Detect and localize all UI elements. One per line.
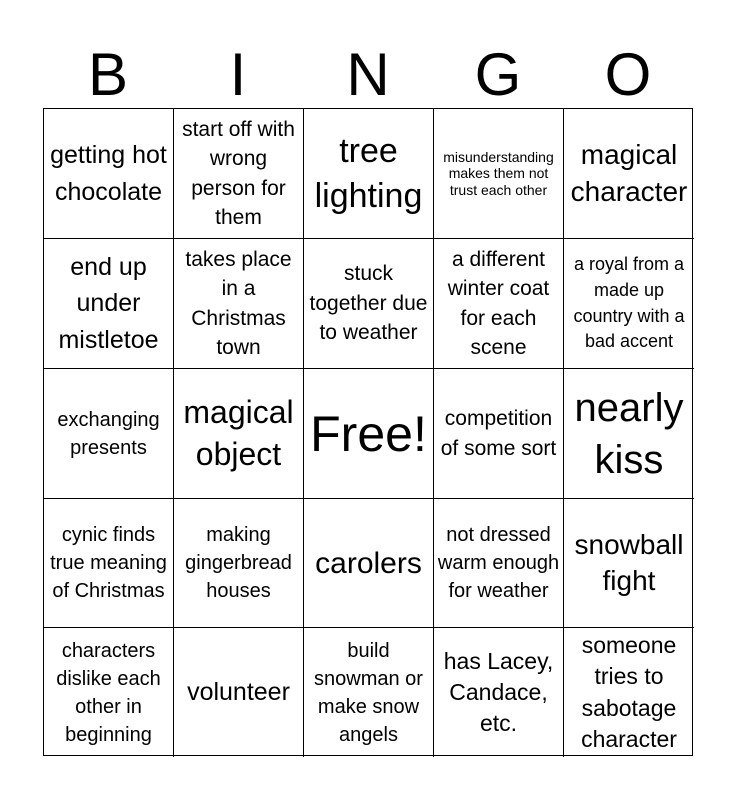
bingo-cell[interactable]: magical character <box>564 109 694 239</box>
bingo-board <box>43 108 693 756</box>
bingo-cell[interactable]: start off with wrong person for them <box>174 109 304 239</box>
bingo-cell[interactable]: not dressed warm enough for weather <box>434 499 564 628</box>
bingo-cell[interactable]: build snowman or make snow angels <box>304 628 434 757</box>
bingo-cell[interactable]: has Lacey, Candace, etc. <box>434 628 564 757</box>
bingo-cell[interactable]: tree lighting <box>304 109 434 239</box>
bingo-cell[interactable]: stuck together due to weather <box>304 239 434 369</box>
bingo-cell[interactable]: cynic finds true meaning of Christmas <box>44 499 174 628</box>
bingo-cell[interactable]: magical object <box>174 369 304 499</box>
bingo-cell[interactable]: competition of some sort <box>434 369 564 499</box>
bingo-cell[interactable]: getting hot chocolate <box>44 109 174 239</box>
bingo-cell[interactable]: end up under mistletoe <box>44 239 174 369</box>
bingo-cell[interactable]: a different winter coat for each scene <box>434 239 564 369</box>
bingo-header <box>43 38 693 108</box>
bingo-cell[interactable]: someone tries to sabotage character <box>581 632 677 752</box>
bingo-cell[interactable]: volunteer <box>174 628 304 757</box>
bingo-cell[interactable]: characters dislike each other in beginning <box>44 628 174 757</box>
bingo-cell[interactable]: snowball fight <box>564 499 694 628</box>
bingo-cell[interactable]: exchanging presents <box>44 369 174 499</box>
bingo-cell[interactable]: takes place in a Christmas town <box>174 239 304 369</box>
free-space[interactable]: Free! <box>304 369 434 499</box>
header-letter-i: I <box>229 41 247 108</box>
header-letter-g: G <box>474 41 522 108</box>
header-letter-b: B <box>87 41 129 108</box>
bingo-cell[interactable]: nearly kiss <box>564 369 694 499</box>
bingo-cell[interactable]: misunderstanding makes them not trust each other <box>434 109 564 239</box>
header-letter-o: O <box>604 41 652 108</box>
bingo-cell[interactable]: a royal from a made up country with a bad accent <box>564 239 694 369</box>
bingo-cell[interactable]: carolers <box>304 499 434 628</box>
header-letter-n: N <box>346 41 390 108</box>
bingo-cell[interactable]: making gingerbread houses <box>174 499 304 628</box>
